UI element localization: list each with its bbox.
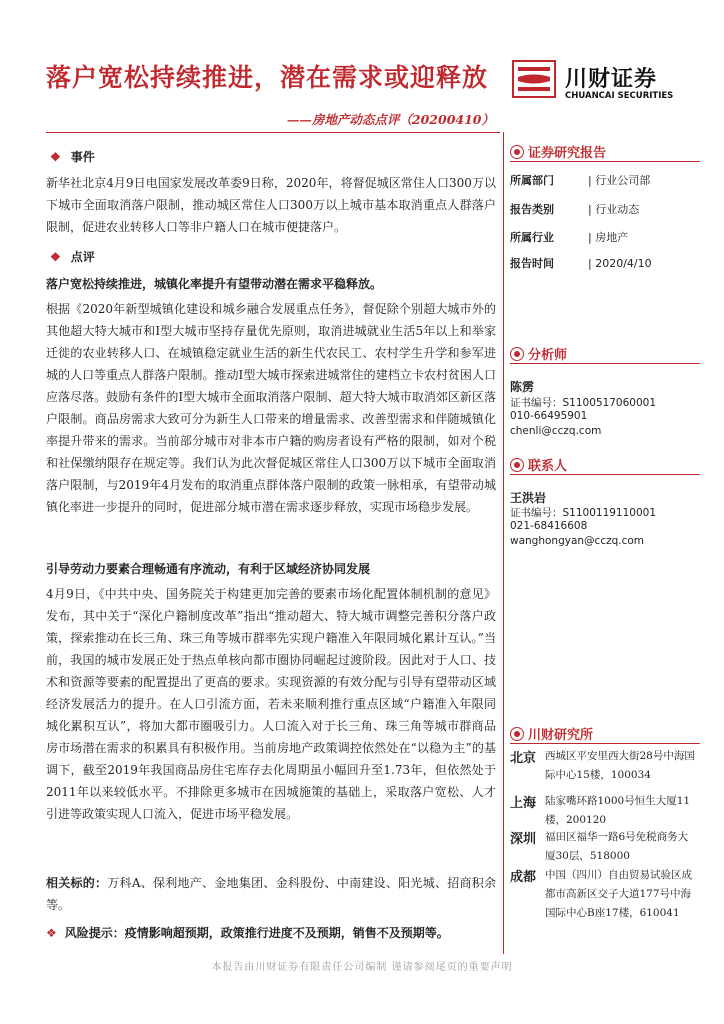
bullet-icon (510, 145, 524, 159)
related-text: 万科A、保利地产、金地集团、金科股份、中南建设、阳光城、招商积余等。 (46, 876, 496, 912)
footer-disclaimer: 本报告由川财证券有限责任公司编制 谨请参阅尾页的重要声明 (211, 962, 513, 973)
report-subtitle: ——房地产动态点评（20200410） (286, 112, 494, 127)
analyst-cert: 证书编号：S1100517060001 (510, 397, 657, 409)
contact-email[interactable]: wanghongyan@cczq.com (510, 535, 645, 547)
brand-name-cn: 川财证券 (565, 67, 658, 92)
analyst-heading: 分析师 (510, 344, 567, 363)
office-address: 中国（四川）自由贸易试验区成都市高新区交子大道177号中海国际中心B座17楼，610041 (545, 869, 692, 919)
chuancai-logo-icon (512, 60, 556, 98)
related-label: 相关标的： (46, 876, 108, 890)
diamond-icon: ❖ (50, 150, 61, 164)
office-address: 福田区福华一路6号免税商务大厦30层，518000 (545, 831, 689, 862)
office-city: 上海 (510, 796, 537, 811)
bullet-icon (510, 458, 524, 472)
section-event: ❖ 事件 (50, 150, 95, 164)
office-address: 西城区平安里西大街28号中海国际中心15楼，100034 (545, 750, 695, 781)
bullet-icon (510, 727, 524, 741)
office-city: 北京 (510, 751, 537, 766)
analyst-name: 陈雳 (510, 380, 535, 394)
heading-2: 引导劳动力要素合理畅通有序流动，有利于区域经济协同发展 (46, 562, 371, 576)
report-title: 落户宽松持续推进，潜在需求或迎释放 (46, 63, 489, 92)
contact-cert: 证书编号：S1100119110001 (510, 507, 657, 519)
meta-row: 报告类别 | 行业动态 (510, 203, 640, 216)
office-address: 陆家嘴环路1000号恒生大厦11楼，200120 (545, 795, 691, 826)
report-heading: 证券研究报告 (510, 142, 606, 161)
office-city: 成都 (510, 870, 537, 885)
office-city: 深圳 (510, 832, 537, 847)
section-comment: ❖ 点评 (50, 250, 95, 264)
comment-heading: 落户宽松持续推进，城镇化率提升有望带动潜在需求平稳释放。 (46, 277, 383, 291)
column-divider (503, 132, 504, 954)
event-text: 新华社北京4月9日电国家发展改革委9日称，2020年，将督促城区常住人口300万以下城市全面取消落户限制，推动城区常住人口300万以上城市基本取消重点人群落户限制，促进农业转移人口等非户籍人口在城市便捷落户。 (46, 176, 496, 234)
text-2: 4月9日，《中共中央、国务院关于构建更加完善的要素市场化配置体制机制的意见》发布，其中关于“深化户籍制度改革”指出“推动超大、特大城市调整完善积分落户政策，探索推动在长三角、珠三角等城市群率先实现户籍准入年限同城化累计互认。”当前，我国的城市发展正处于热点单核向都市圈协同崛起过渡阶段。因此对于人口、技术和资源等要素的配置提出了更高的要求。实现资源的有效分配与引导有望带动区域经济发展活力的提升。在人口引流方面，若未来顺利推行重点区域“户籍准入年限同城化累积互认”，将加大都市圈吸引力。人口流入对于长三角、珠三角等城市群商品房市场潜在需求的积累具有积极作用。当前房地产政策调控依然处在“以稳为主”的基调下，截至2019年我国商品房住宅库存去化周期虽小幅回升至1.73年，但依然处于2011年以来较低水平。不排除更多城市在因城施策的基础上，采取落户宽松、人才引进等政策实现人口流入，促进市场平稳发展。 (46, 587, 496, 821)
risk-text: 疫情影响超预期，政策推行进度不及预期，销售不及预期等。 (124, 926, 449, 940)
risk-label: 风险提示： (64, 926, 125, 940)
meta-row: 报告时间 | 2020/4/10 (510, 257, 652, 270)
institute-heading: 川财研究所 (510, 724, 593, 743)
diamond-icon: ❖ (50, 250, 61, 264)
related-stocks (46, 872, 496, 916)
meta-row: 所属行业 | 房地产 (510, 231, 629, 244)
comment-text: 根据《2020年新型城镇化建设和城乡融合发展重点任务》，督促除个别超大城市外的其他超大特大城市和Ⅰ型大城市坚持存量优先原则，取消进城就业生活5年以上和举家迁徙的农业转移人口、在城镇稳定就业生活的新生代农民工、农村学生升学和参军进城的人口等重点人群落户限制。推动Ⅰ型大城市探索进城常住的建档立卡农村贫困人口应落尽落。鼓励有条件的Ⅰ型大城市全面取消落户限制、超大特大城市取消郊区新区落户限制。商品房需求大致可分为新生人口带来的增量需求、改善型需求和伴随城镇化率提升带来的需求。当前部分城市对非本市户籍的购房者设有严格的限制，如对个税和社保缴纳限存在规定等。我们认为此次督促城区常住人口300万以下城市全面取消落户限制，与2019年4月发布的取消重点群体落户限制的政策一脉相承，有望带动城镇化率进一步提升的同时，促进部分城市潜在需求逐步释放，实现市场稳步发展。 (46, 302, 496, 514)
contact-name: 王洪岩 (510, 491, 547, 505)
header-divider (46, 132, 500, 133)
analyst-email[interactable]: chenli@cczq.com (510, 425, 602, 437)
brand-name-en: CHUANCAI SECURITIES (565, 91, 674, 101)
analyst-phone: 010-66495901 (510, 410, 588, 422)
risk-warning (46, 922, 496, 944)
bullet-icon (510, 347, 524, 361)
contact-heading: 联系人 (510, 455, 567, 474)
meta-row: 所属部门 | 行业公司部 (510, 174, 651, 187)
diamond-icon: ❖ (46, 926, 57, 940)
contact-phone: 021-68416608 (510, 520, 588, 532)
